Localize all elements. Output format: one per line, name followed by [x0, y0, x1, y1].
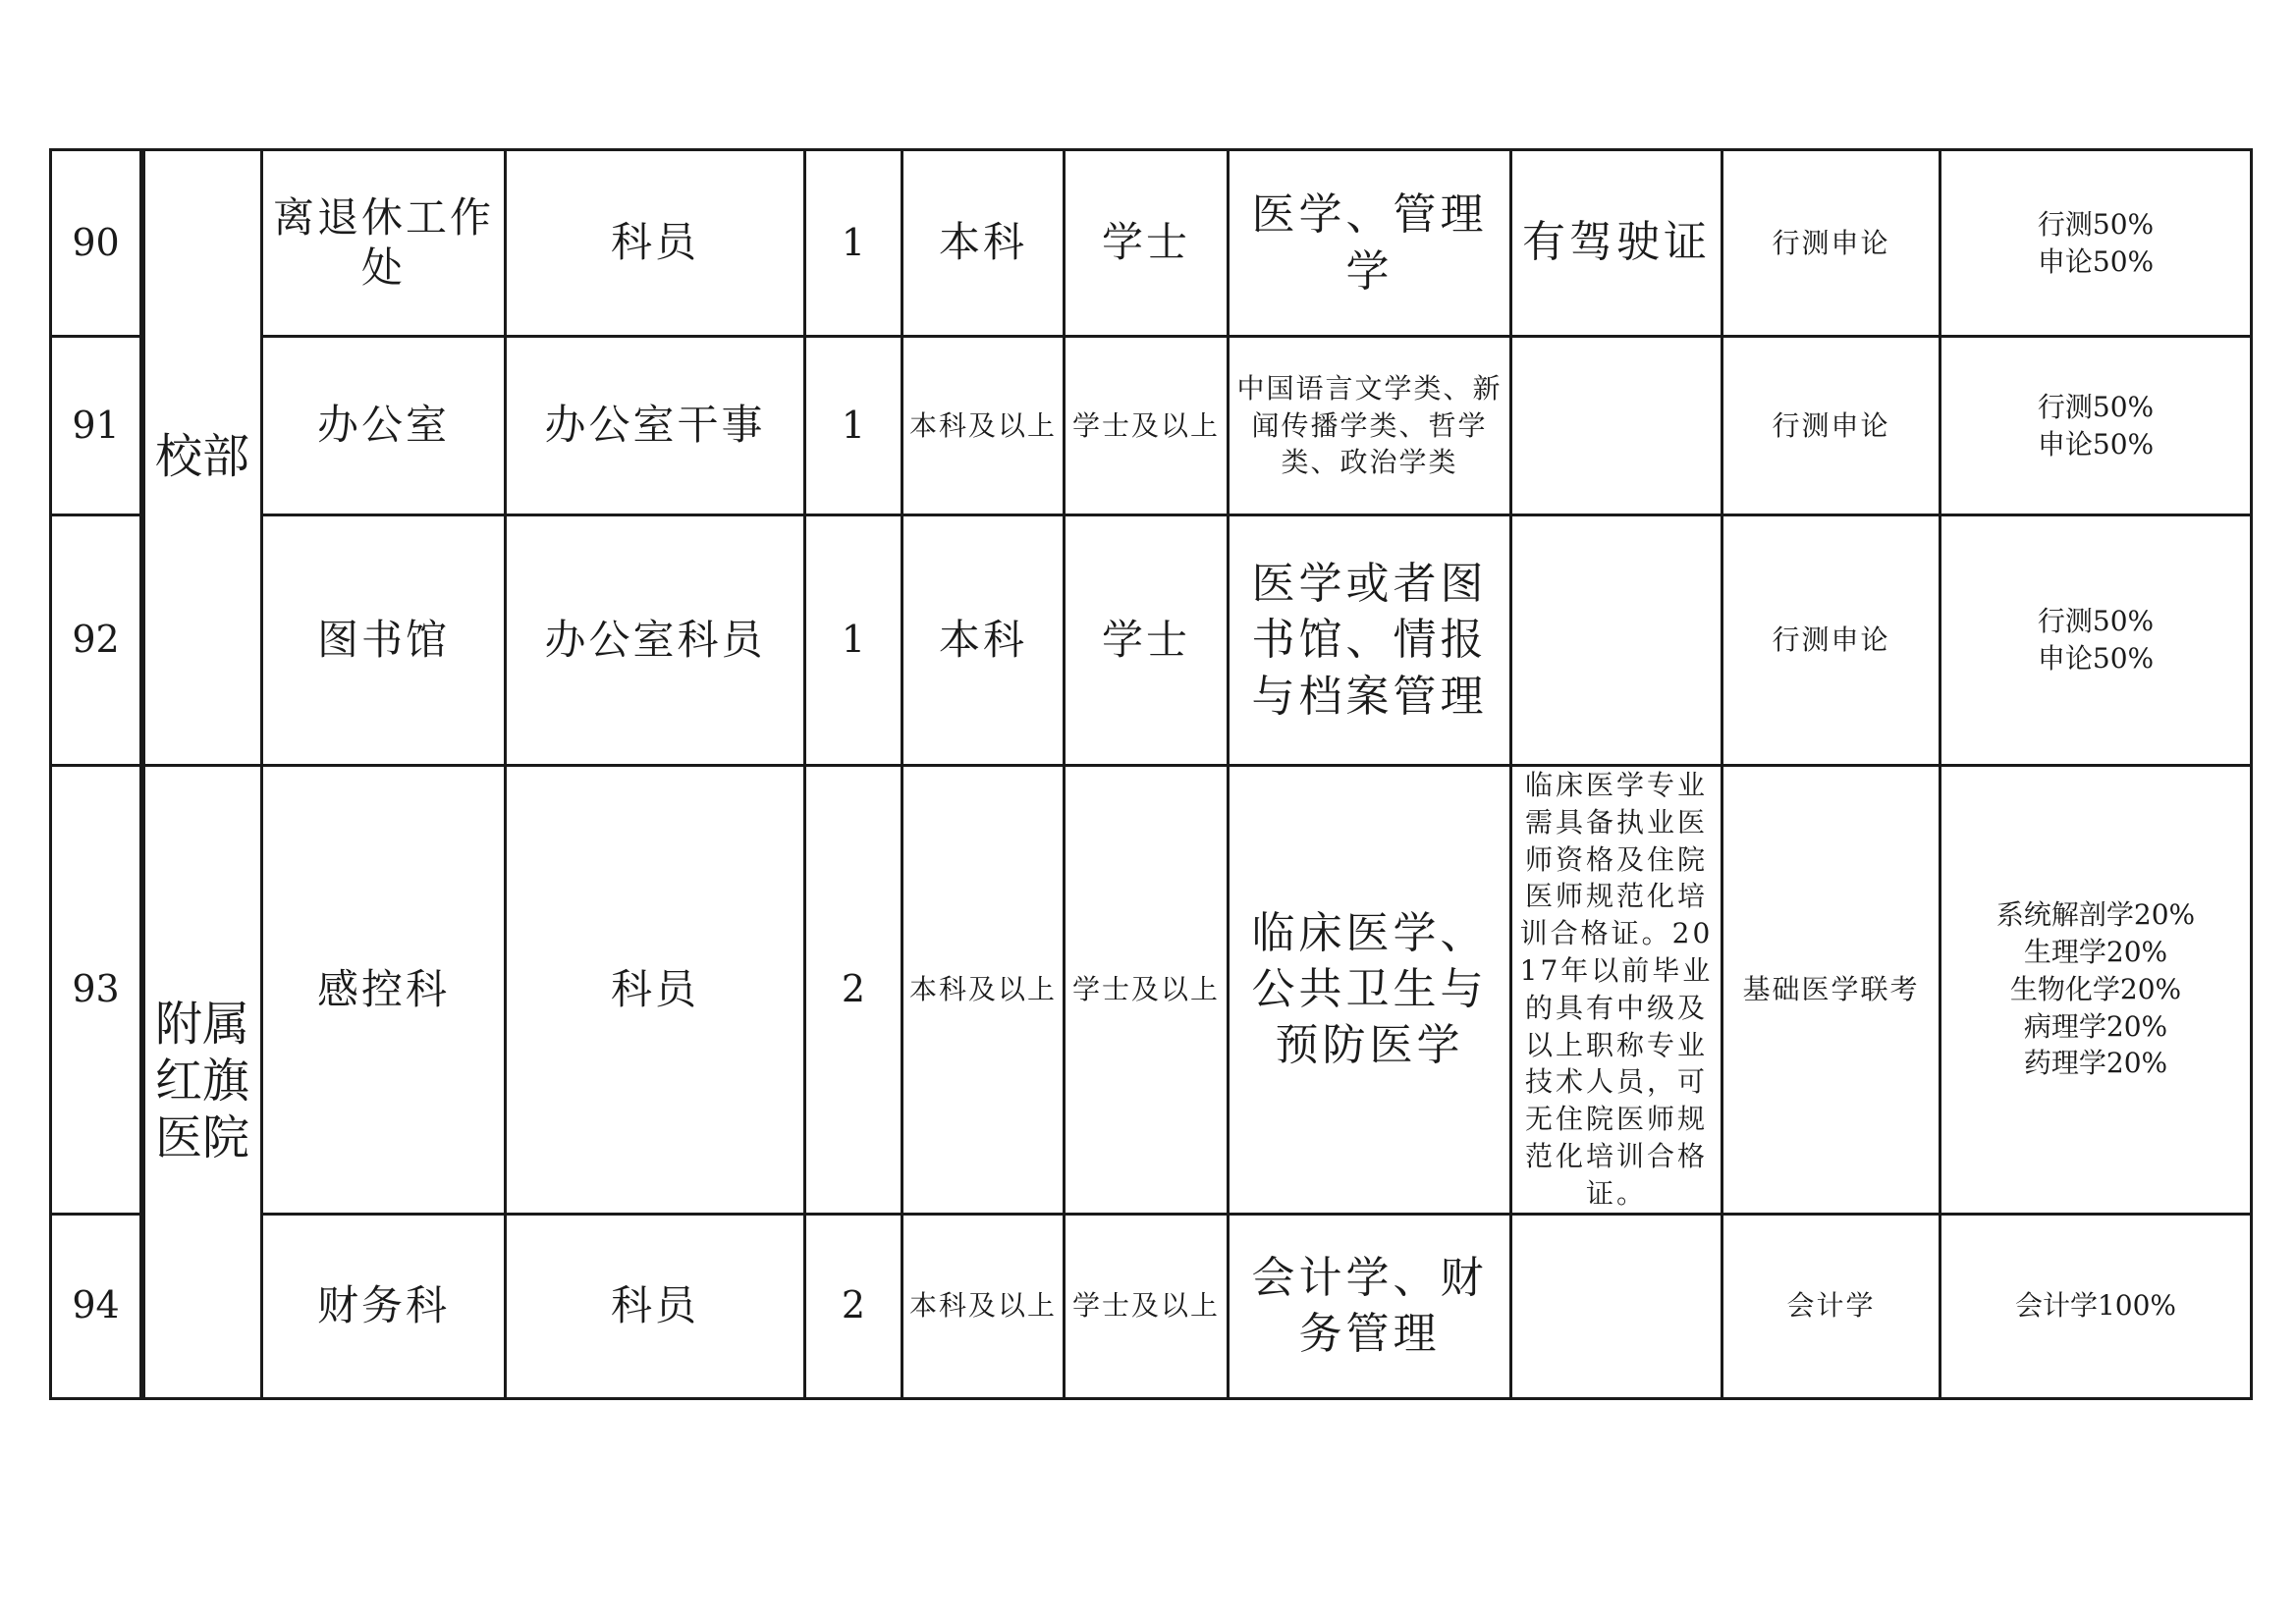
degree-cell: 学士及以上 [1065, 766, 1229, 1215]
count-cell: 2 [805, 766, 902, 1215]
table-row [51, 337, 2252, 515]
weight-item: 行测50% [2037, 605, 2155, 638]
position-cell: 科员 [506, 150, 805, 337]
count-cell: 1 [805, 515, 902, 766]
row-number: 90 [51, 150, 141, 337]
major-cell: 医学或者图书馆、情报与档案管理 [1229, 515, 1511, 766]
table-row [51, 150, 2252, 337]
weight-item: 系统解剖学20% [1995, 898, 2196, 932]
unit-cell: 感控科 [262, 766, 506, 1215]
gap-cell [141, 337, 144, 515]
weight-item: 病理学20% [2023, 1009, 2168, 1043]
weight-item: 行测50% [2037, 390, 2155, 423]
weight-item: 申论50% [2037, 244, 2155, 278]
weight-item: 生物化学20% [2009, 972, 2182, 1005]
position-cell: 科员 [506, 1214, 805, 1398]
weight-item: 行测50% [2037, 207, 2155, 241]
gap-cell [141, 515, 144, 766]
table-row [51, 766, 2252, 1215]
row-number: 91 [51, 337, 141, 515]
conditions-cell [1511, 1214, 1722, 1398]
conditions-cell: 临床医学专业需具备执业医师资格及住院医师规范化培训合格证。2017年以前毕业的具有中级及以上职称专业技术人员，可无住院医师规范化培训合格证。 [1511, 766, 1722, 1215]
weight-item: 会计学100% [2014, 1289, 2177, 1323]
unit-cell: 办公室 [262, 337, 506, 515]
count-cell: 1 [805, 150, 902, 337]
department-cell [144, 766, 262, 1399]
weights-cell [1941, 150, 2252, 337]
count-cell: 2 [805, 1214, 902, 1398]
department-cell [144, 150, 262, 766]
conditions-cell [1511, 515, 1722, 766]
row-number: 92 [51, 515, 141, 766]
degree-cell: 学士及以上 [1065, 1214, 1229, 1398]
department-name: 校部 [155, 429, 250, 485]
education-cell: 本科 [902, 150, 1065, 337]
department-name-line: 附属 [155, 997, 250, 1053]
gap-cell [141, 1214, 144, 1398]
conditions-cell [1511, 337, 1722, 515]
major-cell: 中国语言文学类、新闻传播学类、哲学类、政治学类 [1229, 337, 1511, 515]
table-row [51, 1214, 2252, 1398]
degree-cell: 学士 [1065, 515, 1229, 766]
weights-cell [1941, 515, 2252, 766]
exam-cell: 会计学 [1722, 1214, 1941, 1398]
row-number: 93 [51, 766, 141, 1215]
exam-cell: 行测申论 [1722, 337, 1941, 515]
exam-cell: 行测申论 [1722, 515, 1941, 766]
major-cell: 临床医学、公共卫生与预防医学 [1229, 766, 1511, 1215]
weights-cell [1941, 337, 2252, 515]
education-cell: 本科及以上 [902, 337, 1065, 515]
weights-cell [1941, 1214, 2252, 1398]
count-cell: 1 [805, 337, 902, 515]
exam-cell: 行测申论 [1722, 150, 1941, 337]
table-row [51, 515, 2252, 766]
education-cell: 本科 [902, 515, 1065, 766]
weight-item: 药理学20% [2023, 1047, 2168, 1080]
education-cell: 本科及以上 [902, 766, 1065, 1215]
department-name-line: 红旗 [155, 1053, 250, 1109]
recruitment-table [49, 148, 2253, 1400]
conditions-cell: 有驾驶证 [1511, 150, 1722, 337]
department-name-line: 医院 [155, 1109, 250, 1165]
unit-cell: 离退休工作处 [262, 150, 506, 337]
weight-item: 申论50% [2037, 427, 2155, 460]
position-cell: 办公室科员 [506, 515, 805, 766]
position-cell: 办公室干事 [506, 337, 805, 515]
position-cell: 科员 [506, 766, 805, 1215]
major-cell: 医学、管理学 [1229, 150, 1511, 337]
weight-item: 生理学20% [2023, 936, 2168, 969]
exam-cell: 基础医学联考 [1722, 766, 1941, 1215]
weights-cell [1941, 766, 2252, 1215]
row-number: 94 [51, 1214, 141, 1398]
unit-cell: 财务科 [262, 1214, 506, 1398]
unit-cell: 图书馆 [262, 515, 506, 766]
degree-cell: 学士及以上 [1065, 337, 1229, 515]
education-cell: 本科及以上 [902, 1214, 1065, 1398]
major-cell: 会计学、财务管理 [1229, 1214, 1511, 1398]
degree-cell: 学士 [1065, 150, 1229, 337]
weight-item: 申论50% [2037, 642, 2155, 675]
